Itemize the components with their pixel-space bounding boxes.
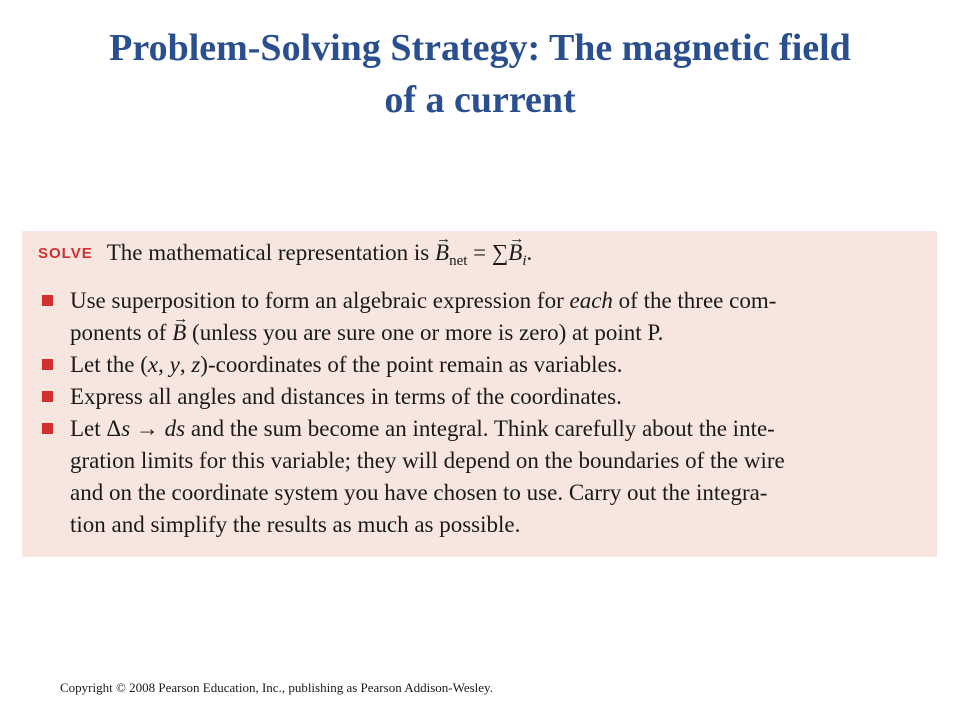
comma-2: , bbox=[179, 352, 192, 377]
slide-title bbox=[30, 22, 930, 126]
b-symbol: B bbox=[435, 240, 450, 265]
arrow-symbol: → bbox=[130, 416, 165, 441]
bullet-1-text-a: Use superposition to form an algebraic expression for bbox=[70, 288, 570, 313]
bullet-2-text-b: )-coordinates of the point remain as variables. bbox=[200, 352, 623, 377]
bullet-1-emphasis: each bbox=[569, 288, 613, 313]
list-item bbox=[40, 381, 920, 413]
ds-variable: ds bbox=[164, 416, 186, 441]
delta-symbol: Δ bbox=[106, 416, 122, 441]
bullet-4-line-4: tion and simplify the results as much as possible. bbox=[70, 512, 521, 537]
coord-y: y bbox=[169, 352, 180, 377]
bullet-3-text: Express all angles and distances in terms of the coordinates. bbox=[70, 384, 622, 409]
b-i-vector bbox=[508, 237, 522, 269]
bullet-4-text-b: and the sum become an integral. Think carefully about the inte- bbox=[185, 416, 775, 441]
bullet-1-text-d: (unless you are sure one or more is zero) at point P. bbox=[186, 320, 664, 345]
coord-z: z bbox=[191, 352, 201, 377]
solve-strategy-box bbox=[22, 231, 937, 557]
bullet-2-text-a: Let the ( bbox=[70, 352, 148, 377]
equals-sign: = bbox=[467, 240, 492, 265]
bullet-4-text-a: Let bbox=[70, 416, 107, 441]
slide-title-line-2: of a current bbox=[384, 79, 576, 121]
bullet-1-text-b: of the three com- bbox=[612, 288, 777, 313]
bullet-square-icon bbox=[42, 295, 53, 306]
net-subscript: net bbox=[449, 253, 468, 269]
solve-intro-text: The mathematical representation is bbox=[106, 240, 430, 265]
bullet-4-line-2: gration limits for this variable; they will depend on the boundaries of the wire bbox=[70, 448, 785, 473]
sum-symbol: ∑ bbox=[491, 240, 509, 265]
bullet-4-line-3: and on the coordinate system you have chosen to use. Carry out the integra- bbox=[70, 480, 768, 505]
b-vector bbox=[172, 317, 186, 349]
bullet-square-icon bbox=[42, 423, 53, 434]
list-item bbox=[40, 413, 920, 541]
period: . bbox=[526, 240, 533, 265]
solve-heading-line bbox=[38, 237, 532, 277]
b-net-vector bbox=[435, 237, 449, 269]
bullet-1-text-c: ponents of bbox=[70, 320, 173, 345]
b-vector-symbol: B bbox=[172, 320, 187, 345]
coord-x: x bbox=[147, 352, 159, 377]
strategy-bullet-list bbox=[40, 285, 920, 541]
list-item bbox=[40, 285, 920, 349]
slide-title-line-1: Problem-Solving Strategy: The magnetic field bbox=[109, 27, 851, 69]
copyright-footer: Copyright © 2008 Pearson Education, Inc., publishing as Pearson Addison-Wesley. bbox=[60, 680, 493, 695]
b-symbol-2: B bbox=[508, 240, 523, 265]
solve-tag: SOLVE bbox=[38, 245, 93, 262]
bullet-square-icon bbox=[42, 391, 53, 402]
bullet-square-icon bbox=[42, 359, 53, 370]
i-subscript: i bbox=[522, 253, 527, 269]
comma-1: , bbox=[158, 352, 170, 377]
s-variable: s bbox=[121, 416, 131, 441]
list-item bbox=[40, 349, 920, 381]
